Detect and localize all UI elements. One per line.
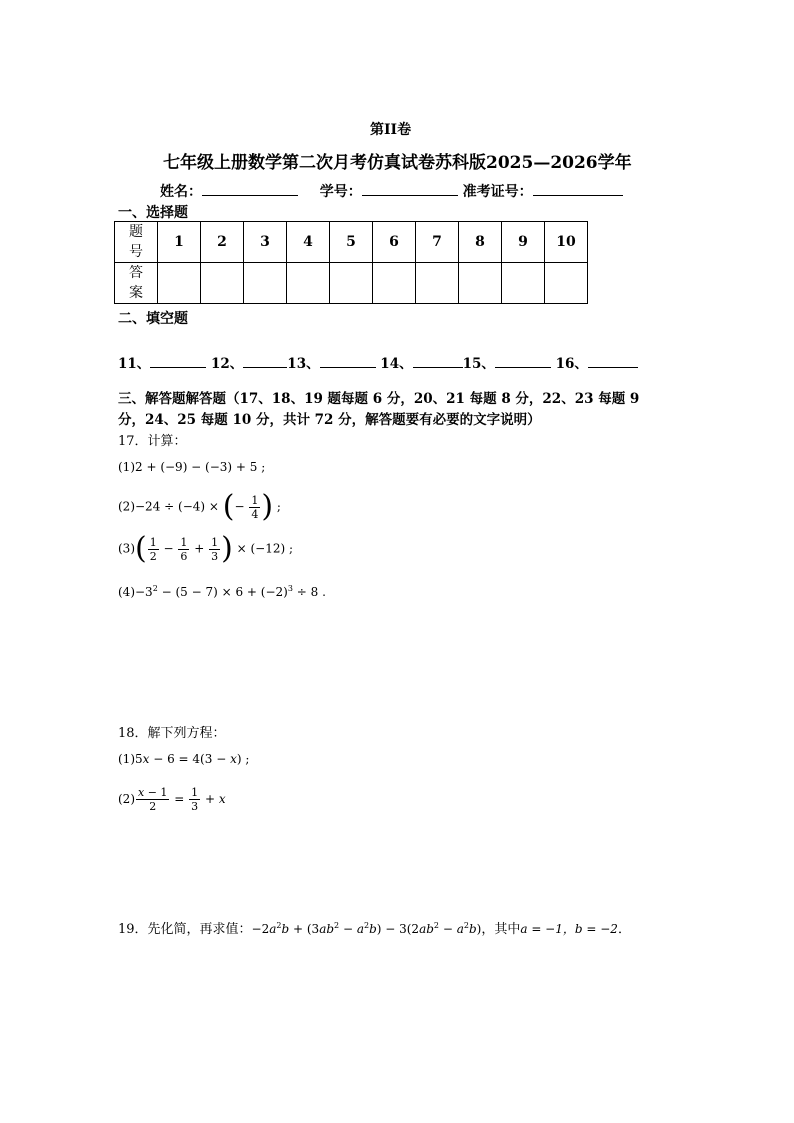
fill-item-label: 12、 xyxy=(211,356,244,372)
question-number-cell: 10 xyxy=(545,222,588,263)
q19-row: 19．先化简，再求值：$-2a^2b + (3ab^2 - a^2b) - 3(2ab^2 - a^2b)$，其中a = −1，b = −2． xyxy=(118,921,631,937)
answer-cell[interactable] xyxy=(373,263,416,304)
student-id-field[interactable] xyxy=(362,181,458,196)
answer-cell[interactable] xyxy=(244,263,287,304)
fill-item-label: 13、 xyxy=(287,356,320,372)
row-header-number: 题 号 xyxy=(115,222,158,263)
ticket-field[interactable] xyxy=(533,181,623,196)
q17-part2: (2)−24 ÷ (−4) × (− $\frac{1}{4}$ ) ; xyxy=(118,489,281,524)
q17-part1: (1)2 + (−9) − (−3) + 5 ; xyxy=(118,460,266,474)
question-number-cell: 6 xyxy=(373,222,416,263)
student-info-row xyxy=(160,181,623,201)
q19-cond-prefix: ，其中 xyxy=(481,922,521,937)
fill-blank[interactable] xyxy=(320,355,376,368)
question-number-cell: 7 xyxy=(416,222,459,263)
row-header-answer: 答 案 xyxy=(115,263,158,304)
q18-part2: (2) $\frac{x - 1}{2}$ = $\frac{1}{3}$ + x xyxy=(118,786,226,813)
student-id-label: 学号： xyxy=(319,184,362,200)
question-number-cell: 2 xyxy=(201,222,244,263)
q18-stem: 18．解下列方程： xyxy=(118,726,226,741)
fill-blank[interactable] xyxy=(243,355,287,368)
section-solve-heading-line2: 分，24、25 每题 10 分，共计 72 分，解答题要有必要的文字说明） xyxy=(118,412,541,428)
q19-condition: a = −1，b = −2 xyxy=(520,922,618,936)
fill-blank[interactable] xyxy=(588,355,638,368)
name-label: 姓名： xyxy=(160,184,202,200)
fill-blank[interactable] xyxy=(495,355,551,368)
question-number-cell: 9 xyxy=(502,222,545,263)
answer-cell[interactable] xyxy=(158,263,201,304)
q19-stem: 19．先化简，再求值： xyxy=(118,922,252,937)
fill-item-label: 15、 xyxy=(462,356,495,372)
answer-cell[interactable] xyxy=(330,263,373,304)
answer-cell[interactable] xyxy=(502,263,545,304)
ticket-label: 准考证号： xyxy=(462,184,533,200)
q18-part1: (1)5x − 6 = 4(3 − x) ; xyxy=(118,752,250,766)
section-solve-heading-line1: 三、解答题解答题（17、18、19 题每题 6 分，20、21 每题 8 分，22、23 每题 9 xyxy=(118,391,640,407)
fill-blank[interactable] xyxy=(413,355,463,368)
section-choice-heading: 一、选择题 xyxy=(118,205,188,221)
fill-item-label: 11、 xyxy=(118,356,151,372)
choice-answer-table xyxy=(114,221,588,304)
answer-cell[interactable] xyxy=(416,263,459,304)
page-title: 七年级上册数学第二次月考仿真试卷苏科版2025—2026学年 xyxy=(163,153,632,173)
name-field[interactable] xyxy=(202,181,298,196)
answer-cell[interactable] xyxy=(459,263,502,304)
question-number-cell: 5 xyxy=(330,222,373,263)
answer-cell[interactable] xyxy=(201,263,244,304)
question-number-cell: 4 xyxy=(287,222,330,263)
question-number-cell: 8 xyxy=(459,222,502,263)
answer-cell[interactable] xyxy=(545,263,588,304)
answer-cell[interactable] xyxy=(287,263,330,304)
q17-part3: (3)( $\frac{1}{2}$ − $\frac{1}{6}$ + $\frac{1}{3}$ ) × (−12) ; xyxy=(118,531,294,566)
question-number-cell: 1 xyxy=(158,222,201,263)
fill-item-label: 16、 xyxy=(555,356,588,372)
section-fill-heading: 二、填空题 xyxy=(118,311,188,327)
fill-blank-row xyxy=(118,352,638,372)
q17-stem: 17．计算： xyxy=(118,434,187,449)
q17-part4: $(4)-3^2 - (5 - 7) \times 6 + (-2)^3 \div 8$ . xyxy=(118,584,326,599)
fill-blank[interactable] xyxy=(150,355,206,368)
volume-label: 第II卷 xyxy=(370,122,412,138)
fill-item-label: 14、 xyxy=(380,356,413,372)
question-number-cell: 3 xyxy=(244,222,287,263)
